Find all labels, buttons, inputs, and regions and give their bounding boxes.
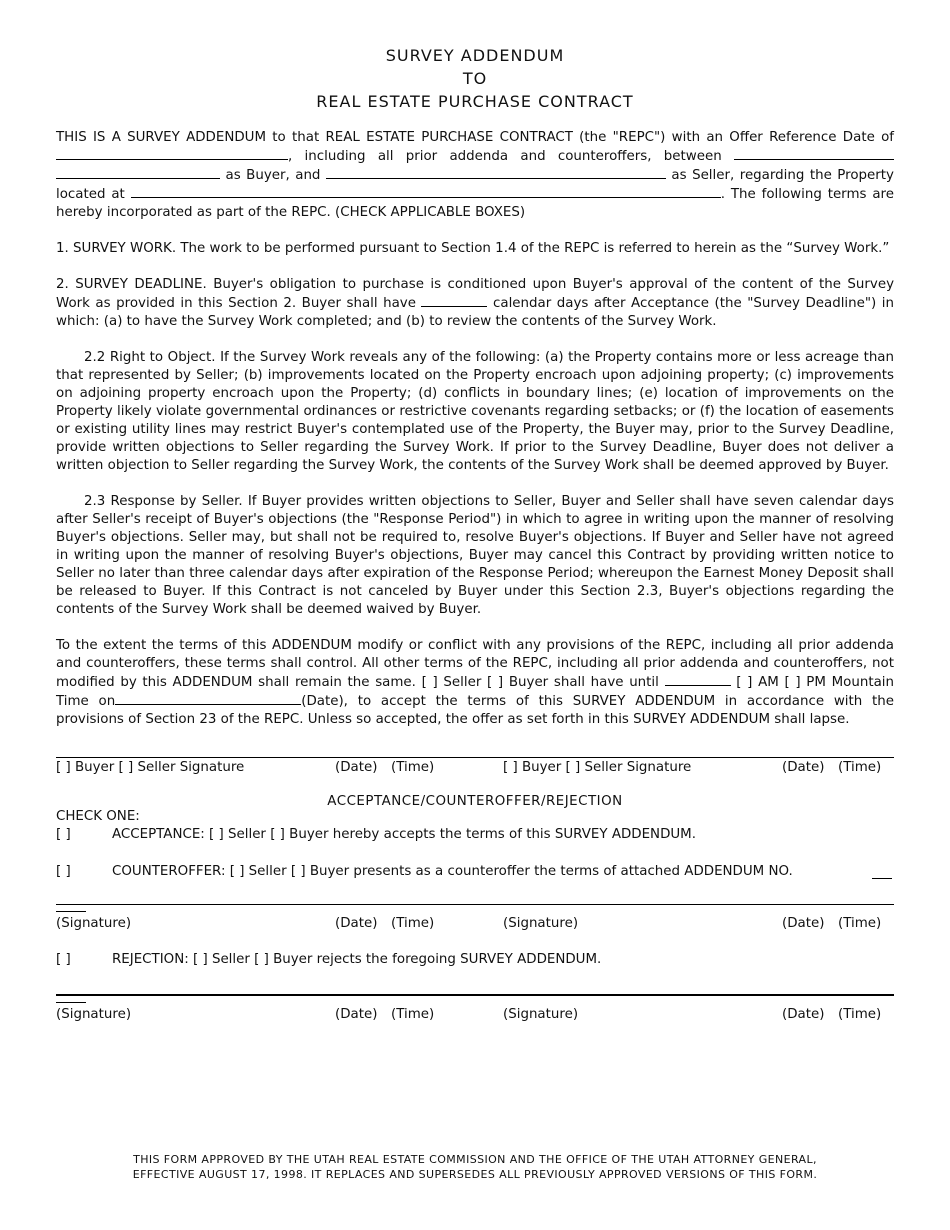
signature-line-3[interactable] [56,994,894,996]
left-date-label: (Date) [335,916,378,931]
signature-line-3-tick [56,996,86,1003]
right-signature-label: (Signature) [503,1007,579,1022]
closing-text-2: [ ] AM [ ] PM Mountain Time on [56,675,894,709]
seller-name-blank[interactable] [326,166,666,179]
offer-date-blank[interactable] [56,147,288,160]
deadline-time-blank[interactable] [665,673,731,686]
title-line-1: SURVEY ADDENDUM [385,46,565,65]
intro-paragraph [56,129,894,222]
acceptance-text: ACCEPTANCE: [ ] Seller [ ] Buyer hereby accepts the terms of this SURVEY ADDENDUM. [112,827,696,842]
intro-text-5: . The following terms are hereby incorporated as part of the REPC. (CHECK APPLICABLE BOXES) [56,187,895,220]
section-1-survey-work: 1. SURVEY WORK. The work to be performed pursuant to Section 1.4 of the REPC is referred to herein as the “Survey Work.” [56,241,890,256]
document-page [56,44,894,1025]
left-date-label: (Date) [335,760,378,775]
intro-text-2: , including all prior addenda and counteroffers, between [288,149,722,164]
right-time-label: (Time) [838,760,882,775]
counteroffer-checkbox[interactable]: [ ] [56,864,71,879]
left-date-label: (Date) [335,1007,378,1022]
signature-row-1 [56,758,894,778]
right-signature-label: [ ] Buyer [ ] Seller Signature [503,760,692,775]
section-2-2-right-to-object: 2.2 Right to Object. If the Survey Work reveals any of the following: (a) the Property contains more or less acreage than that represented by Seller; (b) improvements located on the Property encroach upon adjoining property; (c) improvements on adjoining property encroach upon the Property; (d) conflicts in boundary lines; (e) location of improvements on the Property likely violate governmental ordinances or restrictive covenants regarding setbacks; or (f) the location of easements or existing utility lines may restrict Buyer's contemplated use of the Property, the Buyer may, prior to the Survey Deadline, provide written objections to Seller regarding the Survey Work. If prior to the Survey Deadline, Buyer does not deliver a written objection to Seller regarding the Survey Work, the contents of the Survey Work shall be deemed approved by Buyer. [56,350,894,473]
rejection-text: REJECTION: [ ] Seller [ ] Buyer rejects the foregoing SURVEY ADDENDUM. [112,952,602,967]
right-time-label: (Time) [838,916,882,931]
counteroffer-option [56,862,894,882]
left-time-label: (Time) [391,916,435,931]
closing-text-3: (Date), to accept the terms of this SURVEY ADDENDUM in accordance with the provisions of Section 23 of the REPC. Unless so accepted, the offer as set forth in this SURVEY ADDENDUM shall lapse. [56,694,894,727]
deadline-date-blank[interactable] [115,692,301,705]
signature-row-3 [56,1005,894,1025]
left-signature-label: (Signature) [56,1007,132,1022]
footer-line-2: EFFECTIVE AUGUST 17, 1998. IT REPLACES AND SUPERSEDES ALL PREVIOUSLY APPROVED VERSIONS OF THIS FORM. [132,1168,818,1181]
right-time-label: (Time) [838,1007,882,1022]
intro-text-4: as Seller, regarding the Property located at [56,168,894,202]
property-address-blank[interactable] [131,185,721,198]
signature-line-2[interactable] [56,904,894,905]
check-one-label: CHECK ONE: [56,809,140,824]
rejection-option [56,950,894,970]
title-line-3: REAL ESTATE PURCHASE CONTRACT [316,92,634,111]
right-date-label: (Date) [782,760,825,775]
signature-row-2 [56,914,894,934]
section-2-survey-deadline [56,276,894,331]
signature-line-2-tick [56,905,86,912]
section-2-3-response-by-seller: 2.3 Response by Seller. If Buyer provides written objections to Seller, Buyer and Seller shall have seven calendar days after Seller's receipt of Buyer's objections (the "Response Period") in which to agree in writing upon the manner of resolving Buyer's objections. Seller may, but shall not be required to, resolve Buyer's objections. If Buyer and Seller have not agreed in writing upon the manner of resolving Buyer's objections, Buyer may cancel this Contract by providing written notice to Seller no later than three calendar days after expiration of the Response Period; whereupon the Earnest Money Deposit shall be released to Buyer. If this Contract is not canceled by Buyer under this Section 2.3, Buyer's objections regarding the contents of the Survey Work shall be deemed waived by Buyer. [56,494,894,617]
counteroffer-text: COUNTEROFFER: [ ] Seller [ ] Buyer presents as a counteroffer the terms of attached ADDENDUM NO. [112,864,793,879]
buyer-name-blank-2[interactable] [56,166,220,179]
title-line-2: TO [462,69,488,88]
survey-days-blank[interactable] [421,294,487,307]
section-2-text-2: calendar days after Acceptance (the "Survey Deadline") in which: (a) to have the Survey Work completed; and (b) to review the contents of the Survey Work. [56,296,894,329]
acceptance-heading: ACCEPTANCE/COUNTEROFFER/REJECTION [327,794,623,809]
document-title [56,44,894,113]
closing-text-1: To the extent the terms of this ADDENDUM modify or conflict with any provisions of the REPC, including all prior addenda and counteroffers, these terms shall control. All other terms of the REPC, including all prior addenda and counteroffers, not modified by this ADDENDUM shall remain the same. [ ] Seller [ ] Buyer shall have until [56,638,894,690]
section-2-text-1: 2. SURVEY DEADLINE. Buyer's obligation to purchase is conditioned upon Buyer's approval of the content of the Survey Work as provided in this Section 2. Buyer shall have [56,277,894,311]
right-date-label: (Date) [782,916,825,931]
rejection-checkbox[interactable]: [ ] [56,952,71,967]
addendum-number-blank[interactable] [872,866,892,879]
form-footer [56,1152,894,1182]
left-signature-label: [ ] Buyer [ ] Seller Signature [56,760,245,775]
acceptance-option [56,825,894,845]
footer-line-1: THIS FORM APPROVED BY THE UTAH REAL ESTATE COMMISSION AND THE OFFICE OF THE UTAH ATTORNEY GENERAL, [133,1153,817,1166]
left-time-label: (Time) [391,760,435,775]
right-signature-label: (Signature) [503,916,579,931]
left-time-label: (Time) [391,1007,435,1022]
acceptance-checkbox[interactable]: [ ] [56,827,71,842]
closing-paragraph [56,637,894,729]
intro-text-3: as Buyer, and [225,168,321,183]
right-date-label: (Date) [782,1007,825,1022]
left-signature-label: (Signature) [56,916,132,931]
buyer-name-blank[interactable] [734,147,894,160]
intro-text-1: THIS IS A SURVEY ADDENDUM to that REAL ESTATE PURCHASE CONTRACT (the "REPC") with an Offer Reference Date of [56,130,894,145]
